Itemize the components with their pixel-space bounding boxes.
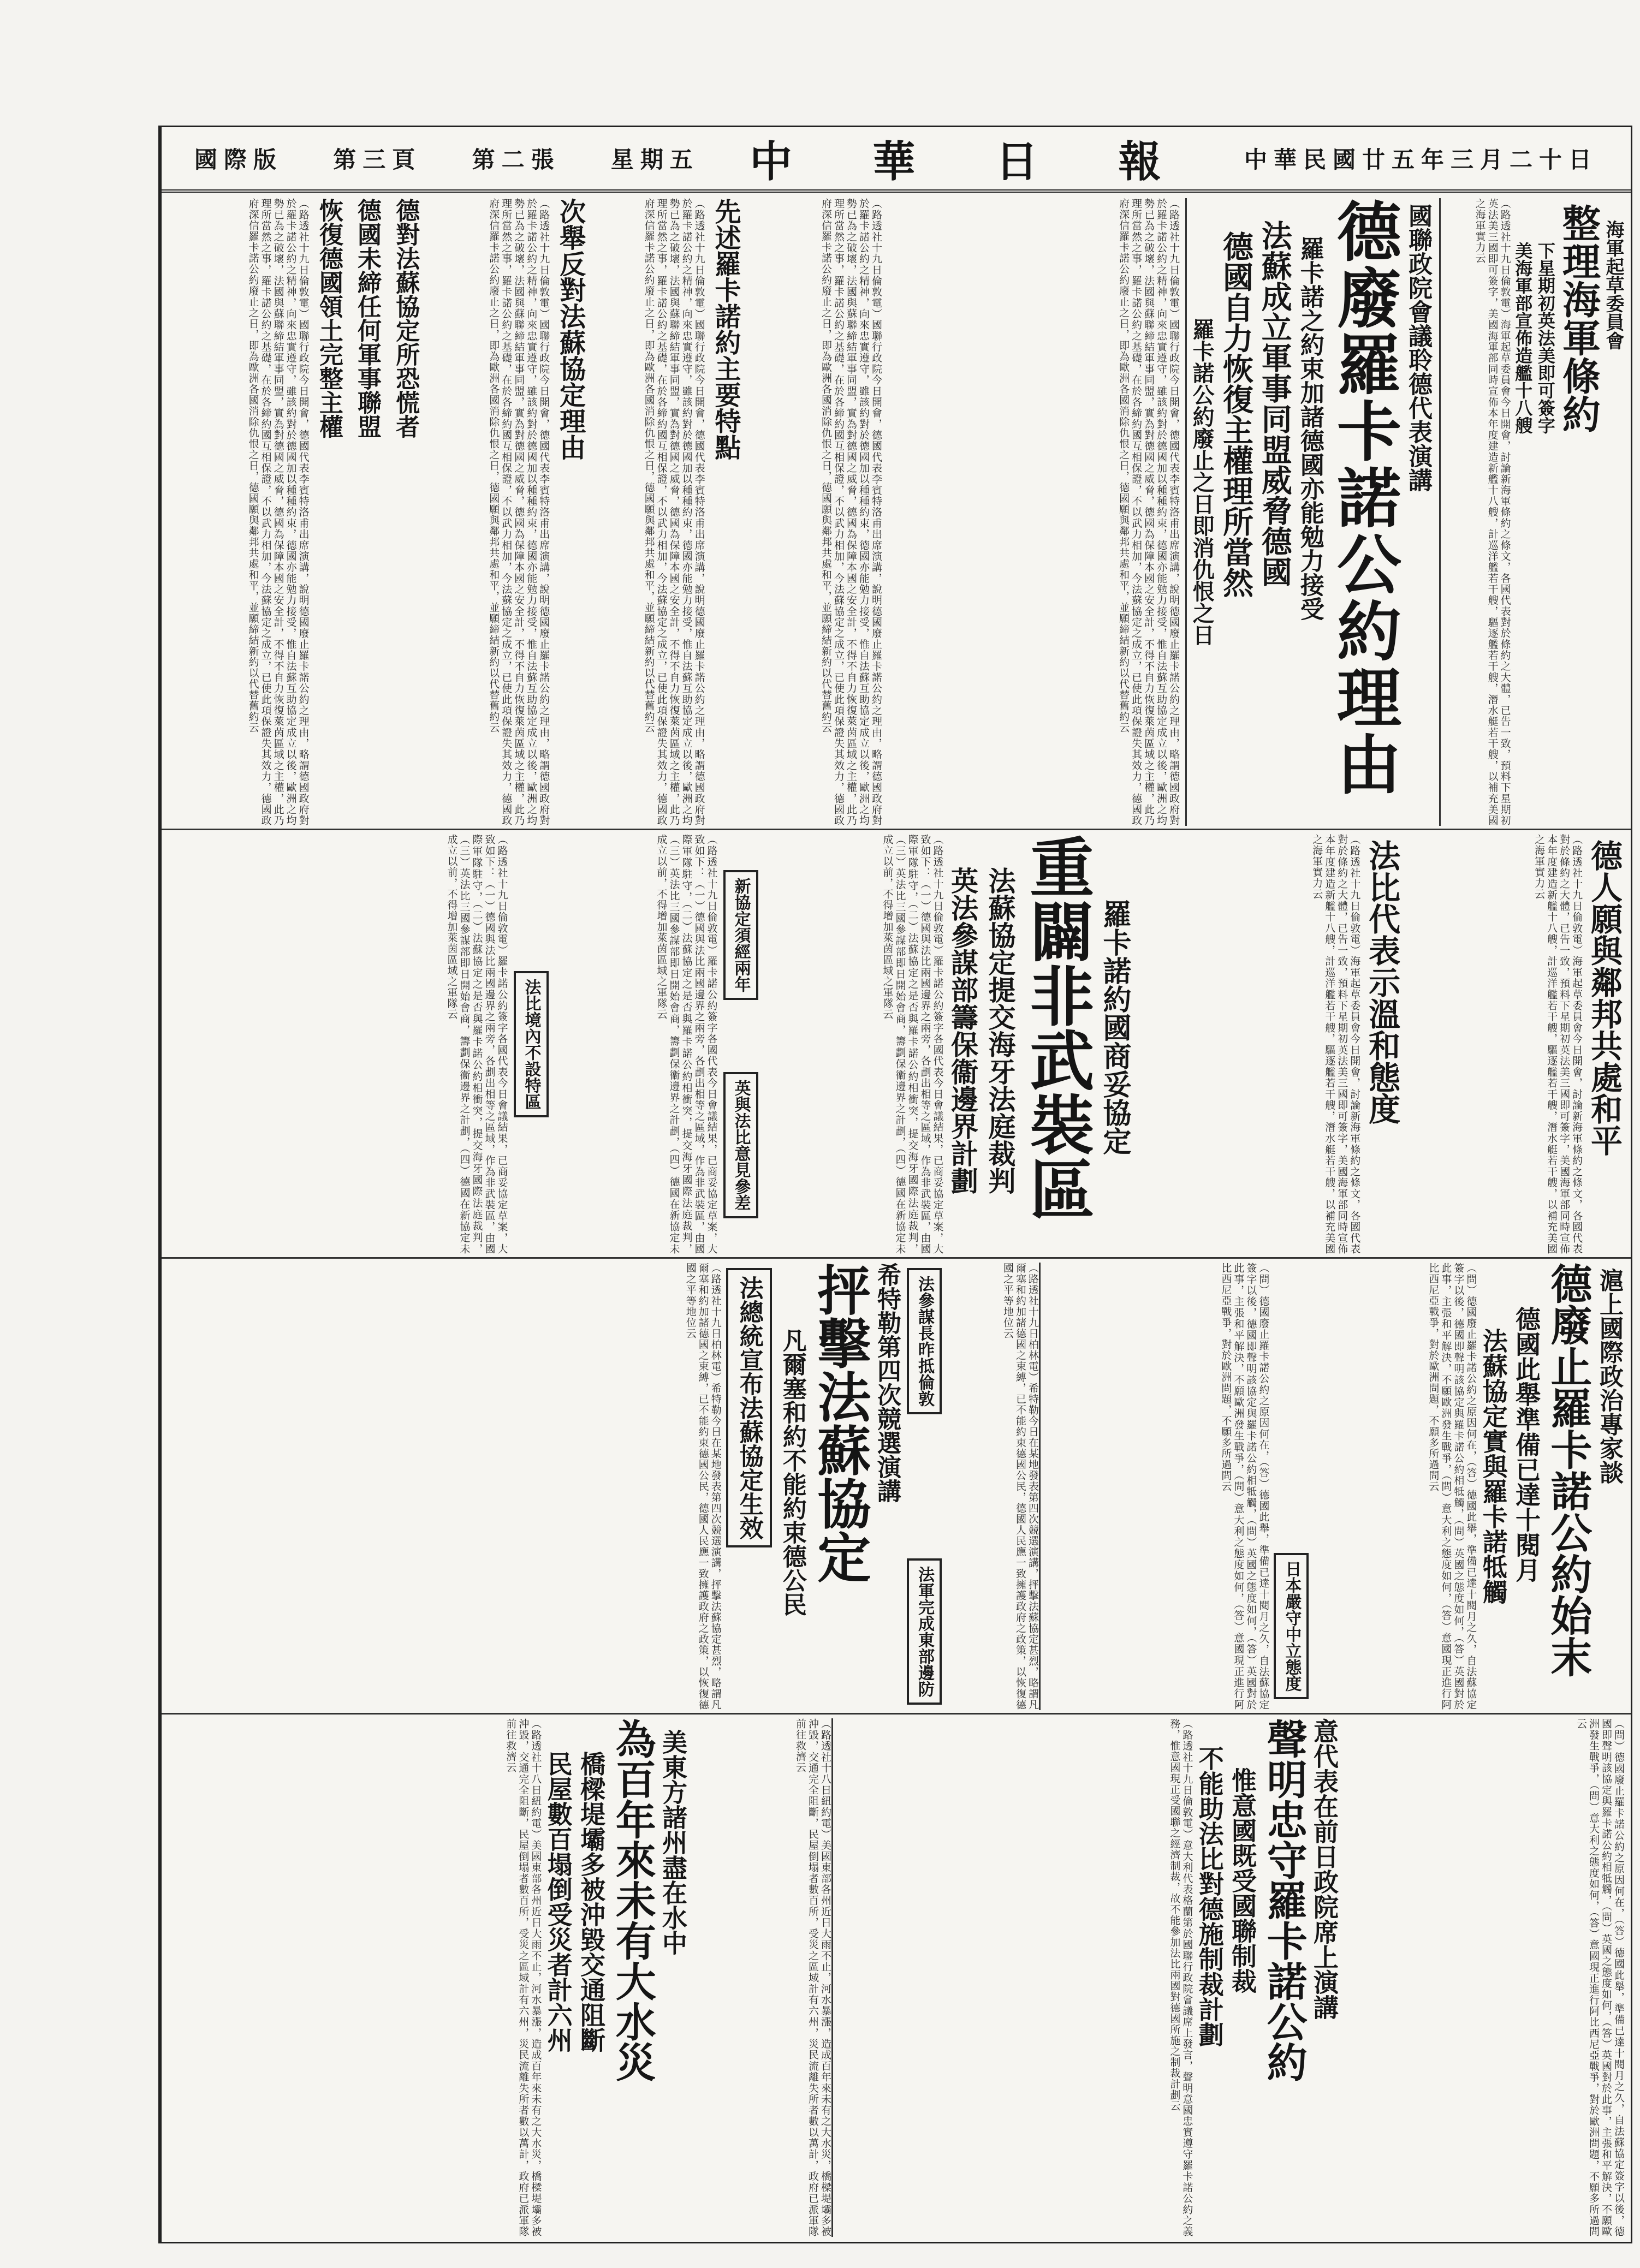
italy-qa-body: （問）德國廢止羅卡諾公約之原因何在，（答）德國此舉，準備已達十閱月之久，自法蘇協定簽字以後，德國即聲明該協定與羅卡諾公約相牴觸，（問）英國之態度如何，（答）英國對於此事，主張和平解決，不願歐洲發生戰爭，（問）意大利之態度如何，（答）意國現正進行阿比西尼亞戰爭，對於歐洲問題，不願多所過問云	[1575, 1718, 1625, 2237]
peace-body-2: （路透社十九日倫敦電）海軍起草委員會今日開會，討論新海軍條約之條文，各國代表對於條約之大體，已告一致，預料下星期初英法美三國即可簽字，美國海軍部同時宣佈本年度建造新艦十八艘，計巡洋艦若干艘，驅逐艦若干艘，潛水艇若干艘，以補充美國之海軍實力云	[1311, 834, 1361, 1254]
dmz-box-uk-divergence: 英與法比意見參差	[723, 1072, 758, 1218]
flood-sub1: 橋樑堤壩多被沖毀交通阻斷	[577, 1751, 607, 2052]
lead-sub3: 德國自力恢復主權理所當然	[1217, 231, 1254, 598]
hitler-article	[173, 1263, 1041, 1710]
lead-head-4: 德國未締任何軍事聯盟	[353, 198, 382, 438]
divider-top	[162, 829, 1631, 830]
hitler-sub1: 凡爾塞和約不能約束德公民	[778, 1328, 806, 1616]
lead-head-5: 恢復德國領土完整主權	[314, 198, 343, 438]
hitler-kicker: 希特勒第四次競選演講	[873, 1263, 901, 1503]
lead-sub4: 羅卡諾公約廢止之日即消仇恨之日	[1189, 318, 1215, 646]
divider-lower	[162, 1713, 1631, 1715]
lead-article	[888, 198, 1434, 826]
masthead-section: 國際版	[194, 146, 283, 173]
italy-kicker: 意代表在前日政院席上演講	[1310, 1718, 1339, 2020]
dmz-box-new-agreement: 新協定須經兩年	[723, 870, 758, 1000]
expert-article	[1046, 1263, 1625, 1710]
naval-sub1: 下星期初英法美即可簽字	[1535, 242, 1556, 434]
newspaper-page	[158, 126, 1632, 2243]
italy-headline: 聲明忠守羅卡諾公約	[1260, 1718, 1308, 2082]
dmz-headline: 重闢非武裝區	[1019, 834, 1095, 1221]
masthead-paper-title: 中 華 日 報	[750, 137, 1194, 187]
lead-head-1: 先述羅卡諾約主要特點	[710, 198, 741, 460]
naval-kicker: 海軍起草委員會	[1602, 220, 1624, 350]
italy-sub1: 惟意國既受國聯制裁	[1228, 1767, 1258, 1993]
expert-body-2: （問）德國廢止羅卡諾公約之原因何在，（答）德國此舉，準備已達十閱月之久，自法蘇協定簽字以後，德國即聲明該協定與羅卡諾公約相牴觸，（問）英國之態度如何，（答）英國對於此事，主張和平解決，不願歐洲發生戰爭，（問）意大利之態度如何，（答）意國現正進行阿比西尼亞戰爭，對於歐洲問題，不願多所過問云	[1220, 1263, 1270, 1710]
lead-sub1: 羅卡諾之約束加諸德國亦能勉力接受	[1296, 236, 1324, 621]
expert-sub1: 德國此舉準備已達十閱月	[1512, 1306, 1542, 1582]
italy-article	[839, 1718, 1625, 2237]
italy-sub2: 不能助法比對德施制裁計劃	[1195, 1746, 1225, 2047]
dmz-body-2: （路透社十九日倫敦電）羅卡諾公約簽字各國代表今日會議結果，已商妥協定草案，大致如下：（一）德國與法比兩國邊界之兩旁，各劃出相等之區域，作為非武裝區，由國際軍隊駐守，（二）法蘇協定之是否與羅卡諾公約相衝突，提交海牙國際法庭裁判，（三）英法比三國參謀部即日開始會商，籌劃保衞邊界之計劃，（四）德國在新協定未成立以前，不得增加萊茵區域之軍隊云	[655, 834, 718, 1254]
peace-headline: 德人願與鄰邦共處和平	[1585, 840, 1623, 1156]
japan-neutral-box: 日本嚴守中立態度	[1274, 1553, 1309, 1699]
franco-belgian-headline: 法比代表示溫和態度	[1363, 840, 1401, 1124]
naval-body: （路透社十九日倫敦電）海軍起草委員會今日開會，討論新海軍條約之條文，各國代表對於條約之大體，已告一致，預料下星期初英法美三國即可簽字，美國海軍部同時宣佈本年度建造新艦十八艘，計巡洋艦若干艘，驅逐艦若干艘，潛水艇若干艘，以補充美國之海軍實力云	[1473, 198, 1511, 826]
flood-kicker: 美東方諸州盡在水中	[658, 1729, 688, 1955]
dmz-body-3: （路透社十九日倫敦電）羅卡諾公約簽字各國代表今日會議結果，已商妥協定草案，大致如下：（一）德國與法比兩國邊界之兩旁，各劃出相等之區域，作為非武裝區，由國際軍隊駐守，（二）法蘇協定之是否與羅卡諾公約相衝突，提交海牙國際法庭裁判，（三）英法比三國參謀部即日開始會商，籌劃保衞邊界之計劃，（四）德國在新協定未成立以前，不得增加萊茵區域之軍隊云	[445, 834, 508, 1254]
hitler-headline: 抨擊法蘇協定	[808, 1263, 871, 1584]
peace-body-1: （路透社十九日倫敦電）海軍起草委員會今日開會，討論新海軍條約之條文，各國代表對於條約之大體，已告一致，預料下星期初英法美三國即可簽字，美國海軍部同時宣佈本年度建造新艦十八艘，計巡洋艦若干艘，驅逐艦若干艘，潛水艇若干艘，以補充美國之海軍實力云	[1533, 834, 1583, 1254]
masthead	[162, 127, 1631, 193]
dmz-box-no-special-zone: 法比境內不設特區	[514, 971, 549, 1117]
dmz-sub2: 法蘇協定提交海牙法庭裁判	[984, 867, 1017, 1194]
naval-article	[1439, 198, 1625, 826]
lead-body-cont-2: （路透社十九日倫敦電）國聯行政院今日開會，德國代表李賓特洛甫出席演講，說明德國廢止羅卡諾公約之理由，略謂德國政府對於羅卡諾公約之精神，向來忠實遵守，雖該約對於德國加以種種約束，德國亦能勉力接受，惟自法蘇互助協定成立以後，歐洲之均勢已為之破壞，法國與蘇聯締結軍事同盟，實為對德國之威脅，德國為保障本國之安全計，不得不自力恢復萊茵區域之主權，此乃理所當然之事，羅卡諾公約之基礎，在於各締約國互相保證，不以武力相加，今法蘇協定之成立，已使此項保證失其效力，德國政府深信羅卡諾公約廢止之日，即為歐洲各國消除仇恨之日，德國願與鄰邦共處和平，並願締結新約以代替舊約云	[643, 198, 705, 826]
hitler-body-2: （路透社十九日柏林電）希特勒今日在某地發表第四次競選演講，抨擊法蘇協定甚烈，略謂凡爾塞和約加諸德國之束縛，已不能約束德國公民，德國人民應一致擁護政府之政策，以恢復德國之平等地位云	[684, 1263, 722, 1710]
lead-body-cont-1: （路透社十九日倫敦電）國聯行政院今日開會，德國代表李賓特洛甫出席演講，說明德國廢止羅卡諾公約之理由，略謂德國政府對於羅卡諾公約之精神，向來忠實遵守，雖該約對於德國加以種種約束，德國亦能勉力接受，惟自法蘇互助協定成立以後，歐洲之均勢已為之破壞，法國與蘇聯締結軍事同盟，實為對德國之威脅，德國為保障本國之安全計，不得不自力恢復萊茵區域之主權，此乃理所當然之事，羅卡諾公約之基礎，在於各締約國互相保證，不以武力相加，今法蘇協定之成立，已使此項保證失其效力，德國政府深信羅卡諾公約廢止之日，即為歐洲各國消除仇恨之日，德國願與鄰邦共處和平，並願締結新約以代替舊約云	[820, 198, 882, 826]
expert-kicker: 滬上國際政治專家談	[1595, 1268, 1623, 1484]
dmz-sub1: 羅卡諾約國商妥協定	[1098, 900, 1131, 1155]
lead-sub2: 法蘇成立軍事同盟威脅德國	[1256, 220, 1293, 587]
flood-sub2: 民屋數百塌倒受災者計六州	[543, 1751, 573, 2052]
lead-body: （路透社十九日倫敦電）國聯行政院今日開會，德國代表李賓特洛甫出席演講，說明德國廢止羅卡諾公約之理由，略謂德國政府對於羅卡諾公約之精神，向來忠實遵守，雖該約對於德國加以種種約束，德國亦能勉力接受，惟自法蘇互助協定成立以後，歐洲之均勢已為之破壞，法國與蘇聯締結軍事同盟，實為對德國之威脅，德國為保障本國之安全計，不得不自力恢復萊茵區域之主權，此乃理所當然之事，羅卡諾公約之基礎，在於各締約國互相保證，不以武力相加，今法蘇協定之成立，已使此項保證失其效力，德國政府深信羅卡諾公約廢止之日，即為歐洲各國消除仇恨之日，德國願與鄰邦共處和平，並願締結新約以代替舊約云	[888, 198, 1187, 826]
french-president-box: 法總統宣布法蘇協定生效	[726, 1268, 772, 1547]
masthead-weekday: 星期五	[610, 146, 699, 173]
flood-body: （路透社十八日紐約電）美國東部各州近日大雨不止，河水暴漲，造成百年來未有之大水災，橋樑堤壩多被沖毀，交通完全阻斷，民屋倒塌者數百所，受災之區域計有六州，災民流離失所者數以萬計，政府已派軍隊前往救濟云	[504, 1718, 542, 2237]
lead-body-cont-4: （路透社十九日倫敦電）國聯行政院今日開會，德國代表李賓特洛甫出席演講，說明德國廢止羅卡諾公約之理由，略謂德國政府對於羅卡諾公約之精神，向來忠實遵守，雖該約對於德國加以種種約束，德國亦能勉力接受，惟自法蘇互助協定成立以後，歐洲之均勢已為之破壞，法國與蘇聯締結軍事同盟，實為對德國之威脅，德國為保障本國之安全計，不得不自力恢復萊茵區域之主權，此乃理所當然之事，羅卡諾公約之基礎，在於各締約國互相保證，不以武力相加，今法蘇協定之成立，已使此項保證失其效力，德國政府深信羅卡諾公約廢止之日，即為歐洲各國消除仇恨之日，德國願與鄰邦共處和平，並願締結新約以代替舊約云	[247, 198, 310, 826]
divider-middle	[162, 1257, 1631, 1259]
naval-sub2: 美海軍部宣佈造艦十八艘	[1512, 242, 1534, 434]
lead-head-3: 德對法蘇協定所恐慌者	[391, 198, 420, 438]
flood-article	[173, 1718, 833, 2237]
flood-headline: 為百年來未有大水災	[609, 1718, 656, 2082]
lead-headline: 德廢羅卡諾公約理由	[1326, 198, 1402, 797]
masthead-sheet: 第二張	[472, 146, 561, 173]
lead-kicker: 國聯政院會議聆德代表演講	[1404, 204, 1432, 492]
peace-article	[1139, 834, 1625, 1254]
masthead-date: 中華民國廿五年三月二十日	[1244, 146, 1598, 173]
masthead-page: 第三頁	[333, 146, 422, 173]
lead-body-cont-3: （路透社十九日倫敦電）國聯行政院今日開會，德國代表李賓特洛甫出席演講，說明德國廢止羅卡諾公約之理由，略謂德國政府對於羅卡諾公約之精神，向來忠實遵守，雖該約對於德國加以種種約束，德國亦能勉力接受，惟自法蘇互助協定成立以後，歐洲之均勢已為之破壞，法國與蘇聯締結軍事同盟，實為對德國之威脅，德國為保障本國之安全計，不得不自力恢復萊茵區域之主權，此乃理所當然之事，羅卡諾公約之基礎，在於各締約國互相保證，不以武力相加，今法蘇協定之成立，已使此項保證失其效力，德國政府深信羅卡諾公約廢止之日，即為歐洲各國消除仇恨之日，德國願與鄰邦共處和平，並願締結新約以代替舊約云	[488, 198, 550, 826]
french-chief-box: 法參謀長昨抵倫敦	[907, 1268, 942, 1414]
dmz-article	[173, 834, 1133, 1254]
expert-body-1: （問）德國廢止羅卡諾公約之原因何在，（答）德國此舉，準備已達十閱月之久，自法蘇協定簽字以後，德國即聲明該協定與羅卡諾公約相牴觸，（問）英國之態度如何，（答）英國對於此事，主張和平解決，不願歐洲發生戰爭，（問）意大利之態度如何，（答）意國現正進行阿比西尼亞戰爭，對於歐洲問題，不願多所過問云	[1427, 1263, 1477, 1710]
expert-sub2: 法蘇協定實與羅卡諾牴觸	[1478, 1328, 1508, 1604]
dmz-sub3: 英法參謀部籌保衞邊界計劃	[947, 867, 979, 1194]
east-defense-box: 法軍完成東部邊防	[907, 1558, 942, 1705]
expert-headline: 德廢止羅卡諾公約始末	[1543, 1263, 1593, 1677]
italy-body: （路透社十九日倫敦電）意大利代表格蘭第於國聯行政院會議席上發言，聲明意國忠實遵守羅卡諾公約之義務，惟意國現正受國聯之經濟制裁，故不能參加法比兩國對德國所施之制裁計劃云	[1168, 1718, 1193, 2237]
hitler-body-1: （路透社十九日柏林電）希特勒今日在某地發表第四次競選演講，抨擊法蘇協定甚烈，略謂凡爾塞和約加諸德國之束縛，已不能約束德國公民，德國人民應一致擁護政府之政策，以恢復德國之平等地位云	[1002, 1263, 1039, 1710]
naval-headline: 整理海軍條約	[1556, 204, 1602, 433]
lead-continuation	[173, 198, 882, 826]
flood-body-right: （路透社十八日紐約電）美國東部各州近日大雨不止，河水暴漲，造成百年來未有之大水災，橋樑堤壩多被沖毀，交通完全阻斷，民屋倒塌者數百所，受災之區域計有六州，災民流離失所者數以萬計，政府已派軍隊前往救濟云	[794, 1718, 831, 2237]
lead-head-2: 次舉反對法蘇協定理由	[555, 198, 586, 460]
dmz-body-1: （路透社十九日倫敦電）羅卡諾公約簽字各國代表今日會議結果，已商妥協定草案，大致如下：（一）德國與法比兩國邊界之兩旁，各劃出相等之區域，作為非武裝區，由國際軍隊駐守，（二）法蘇協定之是否與羅卡諾公約相衝突，提交海牙國際法庭裁判，（三）英法比三國參謀部即日開始會商，籌劃保衞邊界之計劃，（四）德國在新協定未成立以前，不得增加萊茵區域之軍隊云	[881, 834, 944, 1254]
